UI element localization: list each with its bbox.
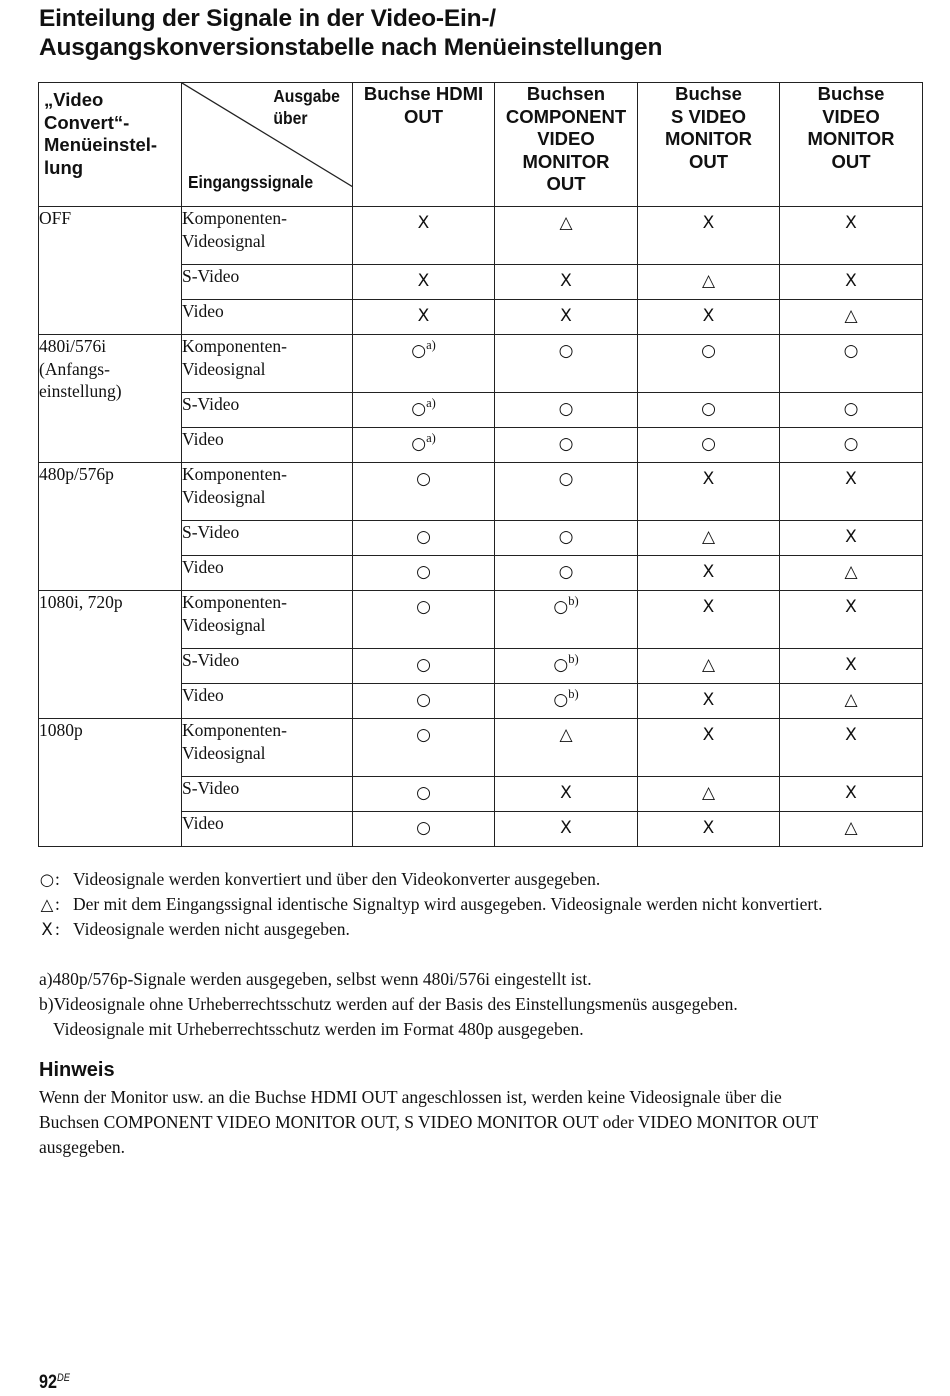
output-cell	[495, 300, 638, 335]
cross-symbol-icon: X	[845, 213, 857, 233]
circle-symbol-icon: ○	[416, 597, 431, 617]
page-language-code: DE	[56, 1372, 70, 1384]
triangle-symbol-icon: △	[844, 306, 858, 326]
output-cell	[353, 521, 495, 556]
header-line: Buchsen	[526, 83, 606, 104]
header-line: OUT	[546, 173, 586, 194]
input-signal-cell	[182, 649, 353, 684]
circle-symbol-icon: ○	[843, 434, 859, 454]
output-cell	[780, 335, 923, 393]
setting-line: einstellung)	[39, 381, 122, 401]
input-signal-cell	[182, 393, 353, 428]
input-line: S-Video	[182, 778, 240, 798]
triangle-symbol-icon: △	[559, 213, 573, 233]
cross-symbol-icon: X	[845, 783, 857, 803]
output-label-line: über	[273, 108, 308, 128]
cross-symbol-icon: X	[702, 690, 715, 710]
diagonal-header-cell	[182, 83, 353, 207]
table-row	[39, 591, 923, 649]
circle-symbol-icon: ○	[558, 341, 574, 361]
output-cell	[353, 393, 495, 428]
menu-setting-cell	[39, 335, 182, 463]
input-line: Komponenten-	[182, 336, 287, 356]
output-cell	[780, 463, 923, 521]
footnote-marker: b)	[568, 687, 579, 701]
circle-symbol-icon: ○	[416, 527, 431, 547]
output-cell	[495, 521, 638, 556]
output-label	[273, 85, 340, 129]
cross-symbol-icon: X	[845, 725, 857, 745]
output-cell	[780, 556, 923, 591]
input-line: Video	[182, 813, 224, 833]
legend-item: X : Videosignale werden nicht ausgegeben.	[39, 917, 939, 942]
output-cell	[495, 649, 638, 684]
page-title-line: Ausgangskonversionstabelle nach Menüeinstellungen	[39, 34, 663, 61]
cross-symbol-icon: X	[845, 469, 857, 489]
input-signal-cell	[182, 684, 353, 719]
header-line: MONITOR	[807, 128, 895, 149]
triangle-symbol-icon: △	[844, 562, 858, 582]
input-signal-cell	[182, 521, 353, 556]
circle-symbol-icon: ○	[416, 818, 431, 838]
footnote-b-continued: Videosignale mit Urheberrechtsschutz werden im Format 480p ausgegeben.	[53, 1019, 584, 1039]
cross-symbol-icon: X	[417, 306, 430, 326]
input-signal-cell	[182, 556, 353, 591]
output-cell	[353, 719, 495, 777]
input-label: Eingangssignale	[188, 172, 314, 192]
header-line: S VIDEO	[670, 105, 747, 127]
output-cell	[638, 463, 780, 521]
triangle-symbol-icon: △	[701, 271, 716, 291]
page-title-line: Einteilung der Signale in der Video-Ein-/	[39, 5, 496, 32]
output-cell	[638, 684, 780, 719]
legend-text: Videosignale werden konvertiert und über den Videokonverter ausgegeben.	[73, 869, 601, 889]
setting-line: OFF	[39, 208, 72, 228]
input-line: Komponenten-	[182, 464, 287, 484]
note-line: Wenn der Monitor usw. an die Buchse HDMI OUT angeschlossen ist, werden keine Videosignale über die	[39, 1087, 782, 1107]
output-cell	[638, 719, 780, 777]
cross-symbol-icon: X	[41, 920, 53, 939]
page-title	[39, 4, 919, 62]
output-cell	[353, 649, 495, 684]
input-line: Videosignal	[182, 230, 266, 251]
input-signal-cell	[182, 207, 353, 265]
setting-line: 480i/576i	[39, 336, 107, 356]
input-line: Komponenten-	[182, 592, 287, 612]
circle-symbol-icon: ○	[411, 341, 427, 361]
page-number-value: 92	[39, 1372, 57, 1393]
output-cell	[638, 591, 780, 649]
circle-symbol-icon: ○	[553, 690, 569, 710]
setting-line: 480p/576p	[39, 464, 114, 484]
circle-symbol-icon: ○	[843, 399, 859, 419]
input-signal-cell	[182, 300, 353, 335]
input-line: Video	[182, 429, 224, 449]
cross-symbol-icon: X	[845, 597, 857, 617]
circle-symbol-icon: ○	[558, 399, 574, 419]
cross-symbol-icon: X	[560, 271, 572, 291]
output-cell	[495, 556, 638, 591]
output-cell	[353, 207, 495, 265]
cross-symbol-icon: X	[702, 597, 715, 617]
input-signal-cell	[182, 335, 353, 393]
output-cell	[780, 428, 923, 463]
footnote-marker: a)	[426, 396, 436, 410]
output-cell	[780, 207, 923, 265]
table-row	[39, 207, 923, 265]
footnote-marker: a)	[426, 431, 436, 445]
output-cell	[638, 521, 780, 556]
footnotes	[39, 967, 929, 1042]
circle-symbol-icon: ○	[416, 469, 431, 489]
table-row	[39, 463, 923, 521]
footnote-a: a)480p/576p-Signale werden ausgegeben, selbst wenn 480i/576i eingestellt ist.	[39, 969, 592, 989]
output-cell	[638, 300, 780, 335]
legend-item: △: Der mit dem Eingangssignal identische Signaltyp wird ausgegeben. Videosignale werden nicht konvertiert.	[39, 892, 939, 917]
circle-symbol-icon: ○	[843, 341, 859, 361]
circle-symbol-icon: ○	[553, 597, 569, 617]
circle-symbol-icon: ○	[416, 725, 431, 745]
footnote-marker: b)	[568, 652, 579, 666]
legend-text: Videosignale werden nicht ausgegeben.	[73, 919, 350, 939]
setting-column-header	[39, 83, 182, 207]
header-line: COMPONENT	[505, 105, 627, 127]
output-column-header	[495, 83, 638, 207]
footnote-marker: b)	[568, 594, 579, 608]
menu-setting-cell	[39, 591, 182, 719]
setting-line: (Anfangs-	[39, 358, 110, 379]
triangle-symbol-icon: △	[701, 655, 716, 675]
signal-conversion-table	[38, 82, 923, 847]
output-label-line: Ausgabe	[273, 86, 340, 106]
cross-symbol-icon: X	[845, 271, 857, 291]
output-cell	[780, 684, 923, 719]
output-cell	[353, 684, 495, 719]
input-signal-cell	[182, 463, 353, 521]
input-signal-cell	[182, 591, 353, 649]
setting-line: 1080p	[39, 720, 83, 740]
footnote-marker: a)	[426, 338, 436, 352]
output-cell	[638, 428, 780, 463]
cross-symbol-icon: X	[845, 527, 857, 547]
menu-setting-cell	[39, 207, 182, 335]
note-line: Buchsen COMPONENT VIDEO MONITOR OUT, S VIDEO MONITOR OUT oder VIDEO MONITOR OUT	[39, 1112, 819, 1132]
output-column-header	[638, 83, 780, 207]
header-line: VIDEO	[822, 105, 880, 127]
cross-symbol-icon: X	[560, 783, 572, 803]
cross-symbol-icon: X	[702, 725, 715, 745]
menu-setting-cell	[39, 719, 182, 847]
circle-symbol-icon: ○	[416, 655, 431, 675]
triangle-symbol-icon: △	[701, 527, 716, 547]
output-cell	[353, 777, 495, 812]
cross-symbol-icon: X	[702, 306, 715, 326]
circle-symbol-icon: ○	[39, 870, 55, 889]
output-cell	[780, 719, 923, 777]
input-signal-cell	[182, 265, 353, 300]
circle-symbol-icon: ○	[558, 562, 574, 582]
symbol-legend	[39, 867, 939, 942]
table-header-row	[39, 83, 923, 207]
circle-symbol-icon: ○	[553, 655, 569, 675]
output-cell	[638, 812, 780, 847]
header-line: MONITOR	[522, 150, 610, 172]
input-signal-cell	[182, 719, 353, 777]
output-cell	[638, 335, 780, 393]
table-body	[39, 207, 923, 847]
cross-symbol-icon: X	[702, 818, 715, 838]
header-line: „Video	[44, 89, 104, 110]
header-line: VIDEO	[537, 128, 595, 149]
footnote-b: b)Videosignale ohne Urheberrechtsschutz werden auf der Basis des Einstellungsmenüs ausgegeben.	[39, 994, 738, 1014]
output-cell	[780, 265, 923, 300]
output-cell	[780, 777, 923, 812]
input-line: Video	[182, 685, 224, 705]
header-line: MONITOR	[664, 128, 753, 149]
input-line: S-Video	[182, 394, 240, 414]
header-line: Convert“-	[44, 111, 130, 133]
output-column-header	[780, 83, 923, 207]
input-line: Videosignal	[182, 614, 266, 635]
output-cell	[780, 393, 923, 428]
output-cell	[353, 335, 495, 393]
output-cell	[495, 463, 638, 521]
circle-symbol-icon: ○	[411, 434, 427, 454]
triangle-symbol-icon: △	[701, 783, 716, 803]
output-cell	[638, 207, 780, 265]
circle-symbol-icon: ○	[558, 434, 574, 454]
output-cell	[495, 777, 638, 812]
output-cell	[353, 463, 495, 521]
header-line: Buchse	[675, 83, 742, 104]
output-cell	[353, 265, 495, 300]
cross-symbol-icon: X	[845, 655, 857, 675]
triangle-symbol-icon: △	[559, 725, 573, 745]
output-cell	[638, 556, 780, 591]
output-cell	[780, 812, 923, 847]
note-line: ausgegeben.	[39, 1137, 126, 1157]
input-line: S-Video	[182, 522, 240, 542]
output-cell	[780, 300, 923, 335]
circle-symbol-icon: ○	[701, 399, 716, 419]
page-number	[39, 1372, 70, 1396]
output-cell	[495, 335, 638, 393]
table-row	[39, 719, 923, 777]
circle-symbol-icon: ○	[558, 527, 574, 547]
input-line: Videosignal	[182, 358, 266, 379]
header-line: Buchse HDMI	[363, 83, 484, 104]
circle-symbol-icon: ○	[416, 562, 431, 582]
legend-item: ○: Videosignale werden konvertiert und über den Videokonverter ausgegeben.	[39, 867, 939, 892]
input-line: Komponenten-	[182, 208, 287, 228]
header-line: OUT	[831, 150, 871, 172]
cross-symbol-icon: X	[417, 271, 430, 291]
output-column-header	[353, 83, 495, 207]
cross-symbol-icon: X	[417, 213, 430, 233]
menu-setting-cell	[39, 463, 182, 591]
input-line: Videosignal	[182, 486, 266, 507]
cross-symbol-icon: X	[560, 306, 572, 326]
circle-symbol-icon: ○	[416, 690, 431, 710]
output-cell	[780, 649, 923, 684]
input-line: Komponenten-	[182, 720, 287, 740]
output-cell	[638, 777, 780, 812]
output-cell	[495, 428, 638, 463]
output-cell	[495, 591, 638, 649]
triangle-symbol-icon: △	[844, 690, 858, 710]
input-line: Video	[182, 557, 224, 577]
output-cell	[495, 719, 638, 777]
input-line: Videosignal	[182, 742, 266, 763]
cross-symbol-icon: X	[560, 818, 572, 838]
note-text	[39, 1085, 929, 1160]
triangle-symbol-icon: △	[40, 895, 54, 914]
output-cell	[638, 265, 780, 300]
setting-line: 1080i, 720p	[39, 592, 123, 612]
circle-symbol-icon: ○	[701, 434, 716, 454]
output-cell	[495, 812, 638, 847]
input-signal-cell	[182, 777, 353, 812]
header-line: lung	[44, 156, 84, 178]
header-line: Buchse	[817, 83, 885, 104]
output-cell	[495, 684, 638, 719]
output-cell	[353, 300, 495, 335]
output-cell	[353, 428, 495, 463]
table-row	[39, 335, 923, 393]
output-cell	[638, 649, 780, 684]
input-signal-cell	[182, 428, 353, 463]
header-line: OUT	[688, 150, 729, 172]
circle-symbol-icon: ○	[411, 399, 427, 419]
legend-text: Der mit dem Eingangssignal identische Signaltyp wird ausgegeben. Videosignale werden nicht konvertiert.	[73, 894, 823, 914]
output-cell	[353, 812, 495, 847]
triangle-symbol-icon: △	[844, 818, 858, 838]
output-cell	[780, 521, 923, 556]
circle-symbol-icon: ○	[416, 783, 431, 803]
cross-symbol-icon: X	[702, 562, 715, 582]
output-cell	[495, 393, 638, 428]
input-line: S-Video	[182, 266, 240, 286]
input-signal-cell	[182, 812, 353, 847]
output-cell	[495, 207, 638, 265]
header-line: Menüeinstel-	[44, 134, 158, 155]
cross-symbol-icon: X	[702, 469, 715, 489]
header-line: OUT	[403, 105, 444, 127]
input-line: Video	[182, 301, 224, 321]
circle-symbol-icon: ○	[701, 341, 716, 361]
note-heading: Hinweis	[39, 1059, 115, 1081]
output-cell	[780, 591, 923, 649]
input-line: S-Video	[182, 650, 240, 670]
circle-symbol-icon: ○	[558, 469, 574, 489]
output-cell	[495, 265, 638, 300]
output-cell	[353, 556, 495, 591]
cross-symbol-icon: X	[702, 213, 715, 233]
output-cell	[638, 393, 780, 428]
output-cell	[353, 591, 495, 649]
